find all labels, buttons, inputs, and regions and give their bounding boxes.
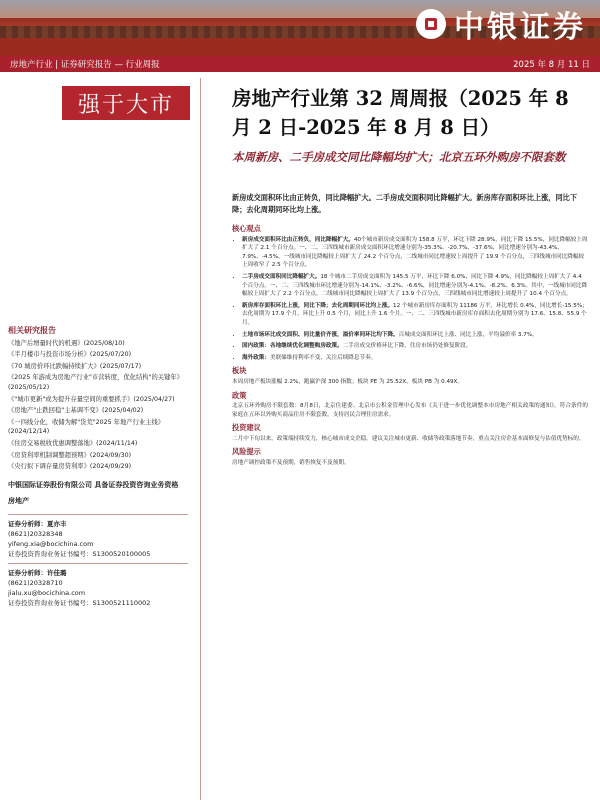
related-heading: 相关研究报告 bbox=[8, 326, 56, 335]
brand-logo bbox=[416, 2, 586, 46]
related-report[interactable]: 《房地产"止跌回稳"主基调不变》(2025/04/02) bbox=[8, 407, 144, 415]
summary: 新房成交面积环比由正转负，同比降幅扩大。二手房成交面积同比降幅扩大。新房库存面积环比上涨，同比下降；去化周期同环比均上涨。 bbox=[232, 193, 578, 214]
core-heading: 核心观点 bbox=[232, 224, 261, 233]
header-bar bbox=[0, 56, 600, 72]
institution-name: 中银国际证券股份有限公司 具备证券投资咨询业务资格 bbox=[8, 480, 179, 489]
analyst-phone: (8621)20328710 bbox=[8, 579, 63, 588]
point-lead: 新房成交面积环比由正转负，同比降幅扩大。 bbox=[242, 236, 354, 243]
core-points bbox=[232, 236, 588, 363]
report-date: 2025 年 8 月 11 日 bbox=[513, 60, 590, 70]
analyst-email[interactable]: jialu.xu@bocichina.com bbox=[8, 589, 86, 598]
analyst-cert: 证券投资咨询业务证书编号：S1300520100005 bbox=[8, 550, 151, 559]
suggestion-text: 二月中下旬以来，政策端持续发力，核心城市成交企稳。建议关注城市更新、收储等政策落地节奏，重点关注房企基本面修复与估值优势标的。 bbox=[232, 435, 585, 442]
policy-text: 北京五环外购房不限套数：8月8日，北京住建委、北京市公积金管理中心发布《关于进一步优化调整本市房地产相关政策的通知》，符合条件的家庭在五环以外购买商品住房不限套数，支持居民合理住房需求。 bbox=[232, 403, 588, 418]
list-item bbox=[242, 302, 588, 328]
related-report[interactable]: 《住房交易税收优惠调整落地》(2024/11/14) bbox=[8, 439, 138, 447]
point-lead: 海外政策： bbox=[242, 354, 270, 361]
main-content bbox=[232, 220, 588, 471]
related-report[interactable]: 《一四线分化，收储为解"货荒"2025 年地产行业主线》(2024/12/14) bbox=[8, 418, 165, 436]
point-text: 百城成交面积环比上涨、同比上涨，平均溢价率 3.7%。 bbox=[398, 331, 538, 338]
analyst-block bbox=[8, 519, 188, 559]
related-report[interactable]: 《半月楼市与投资市场分析》(2025/07/20) bbox=[8, 351, 132, 359]
analyst-block bbox=[8, 568, 188, 608]
divider bbox=[8, 514, 188, 515]
market-heading: 板块 bbox=[232, 366, 247, 376]
analyst-name: 证券分析师：夏亦丰 bbox=[8, 520, 67, 529]
rating-badge: 强于大市 bbox=[62, 86, 190, 120]
report-type: 房地产行业 | 证券研究报告 — 行业周报 bbox=[10, 60, 160, 70]
analyst-phone: (8621)20328348 bbox=[8, 530, 63, 539]
point-lead: 新房库存面积环比上涨，同比下降；去化周期同环比均上涨。 bbox=[242, 302, 394, 309]
risk-heading: 风险提示 bbox=[232, 447, 261, 457]
header-banner bbox=[0, 0, 600, 56]
analyst-email[interactable]: yifeng.xia@bocichina.com bbox=[8, 540, 94, 549]
related-report[interactable]: 《2025 年游成为房地产行业"市营转度，优化结构"的关键年》(2025/05/12) bbox=[8, 374, 183, 391]
point-text: 二手房成交价格环比下降，住房市场仍处修复阶段。 bbox=[342, 343, 472, 350]
point-text: 12 个城市新房库存面积为 11186 万平，环比增长 0.4%，同比增长-15.5%；去化周期为 17.9 个月，环比上升 0.5 个月，同比上升 1.6 个月。一、二、三四线城市新房库存面积去化周期分别为 17.6、15.8、55.9 个月。 bbox=[242, 302, 588, 326]
list-item bbox=[242, 354, 588, 363]
column-divider bbox=[200, 78, 201, 800]
brand-name: 中银证券 bbox=[454, 10, 586, 45]
report-subtitle: 本周新房、二手房成交同比降幅均扩大；北京五环外购房不限套数 bbox=[232, 150, 566, 164]
related-report[interactable]: 《房贷利率机制调整超预期》(2024/09/30) bbox=[8, 451, 132, 459]
sector-label: 房地产 bbox=[8, 496, 29, 505]
list-item bbox=[242, 273, 588, 299]
point-lead: 二手房成交面积同比降幅扩大。 bbox=[242, 273, 321, 280]
point-lead: 土地市场环比成交面积、同比量价齐涨，溢价率同环比均下降。 bbox=[242, 331, 399, 338]
point-lead: 国内政策：各地继续优化调整购房政策。 bbox=[242, 343, 343, 350]
list-item bbox=[242, 342, 588, 351]
related-report[interactable]: 《央行拟下调存量房贷利率》(2024/09/29) bbox=[8, 463, 132, 471]
analyst-name: 证券分析师：许佳璐 bbox=[8, 569, 67, 578]
market-text: 本周房地产板块涨幅 2.2%，跑赢沪深 300 指数；板块 PE 为 25.52X，板块 PB 为 0.49X。 bbox=[232, 378, 463, 385]
related-report[interactable]: 《地产后增量时代的机遇》(2025/08/10) bbox=[8, 339, 125, 347]
divider bbox=[8, 563, 188, 564]
boc-logo-icon bbox=[416, 9, 446, 39]
list-item bbox=[242, 331, 588, 340]
point-text: 18 个城市二手房成交面积为 145.5 万平，环比下降 6.0%，同比下降 4.9%，同比降幅较上周扩大了 4.4 个百分点。一、二、三四线城市环比增速分别为-14.1%、-3.2%、-6.6%，同比增速分别为-4.1%、-8.2%、6.3%。其中，一线城市同比降幅较上周扩大了 2.2 个百分点，二线城市同比降幅较上周扩大了 13.9 个百分点，三四线城市同比增速较上周提升了 10.4 个百分点。 bbox=[242, 273, 588, 298]
analyst-cert: 证券投资咨询业务证书编号：S1300521110002 bbox=[8, 599, 151, 608]
list-item bbox=[242, 236, 588, 270]
risk-text: 房地产调控政策不及预期，销售恢复不及预期。 bbox=[232, 460, 350, 467]
related-report[interactable]: 《70 城房价环比跌幅持续扩大》(2025/07/17) bbox=[8, 362, 142, 370]
related-report[interactable]: 《"城市更新"或为提升存量空间的重要抓手》(2025/04/27) bbox=[8, 395, 175, 403]
report-title: 房地产行业第 32 周周报（2025 年 8 月 2 日-2025 年 8 月 8 日） bbox=[232, 87, 569, 139]
point-text: 美联储维持利率不变，关注后续降息节奏。 bbox=[269, 354, 377, 361]
policy-heading: 政策 bbox=[232, 390, 247, 400]
suggestion-heading: 投资建议 bbox=[232, 423, 261, 433]
point-text: 40个城市新房成交面积为 158.8 万平，环比下降 28.9%，同比下降 15.5%，同比降幅较上周扩大了 2.1 个百分点。一、二、三四线城市新房成交面积环比增速分别为-35.3%、-20.7%、-37.6%，同比增速分别为-43.4%、7.9%、-4.5%，一线城市同比降幅较上周扩大了 24.2 个百分点，二线城市同比增速较上周提升了 19.9 个百分点，三四线城市同比降幅较上周收窄了 2.5 个百分点。 bbox=[242, 236, 588, 269]
sidebar bbox=[8, 326, 188, 612]
